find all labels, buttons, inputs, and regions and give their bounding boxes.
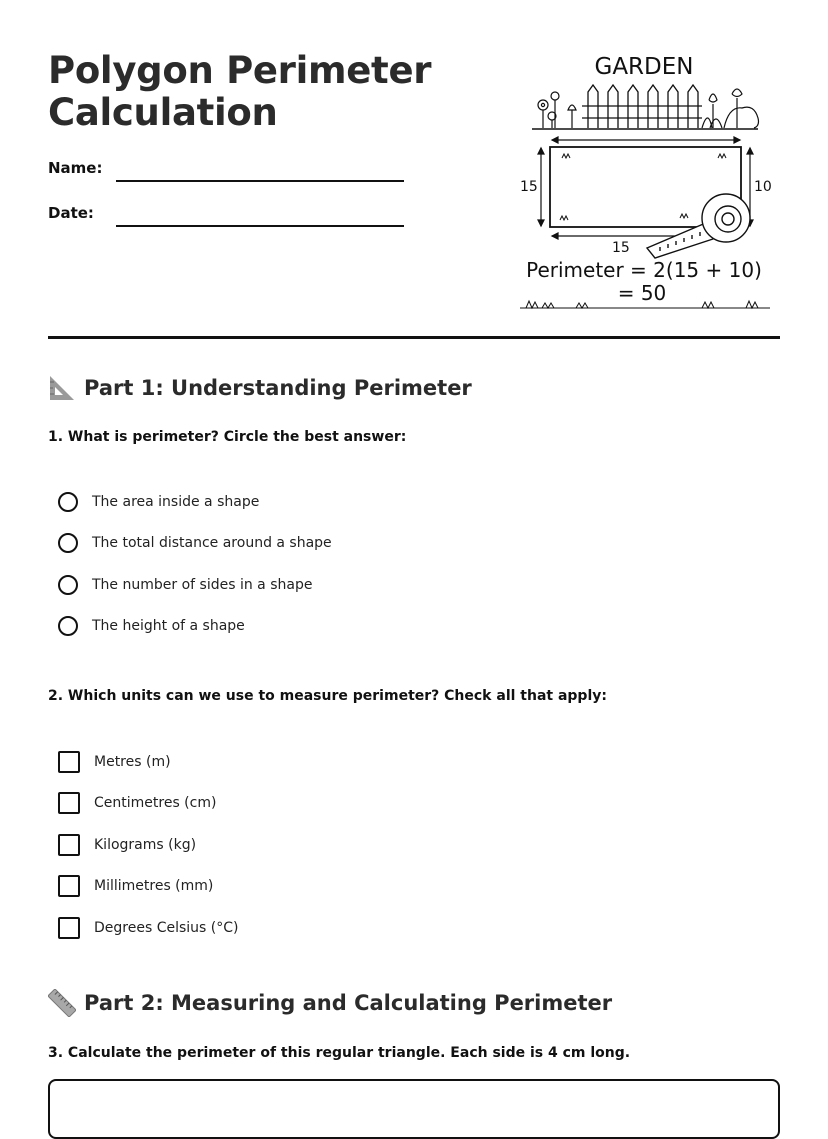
question-1: 1. What is perimeter? Circle the best answer: xyxy=(48,429,407,445)
question-2: 2. Which units can we use to measure perimeter? Check all that apply: xyxy=(48,688,607,704)
radio-circle[interactable] xyxy=(58,575,78,595)
part2-heading xyxy=(48,989,612,1017)
section-divider xyxy=(48,336,780,339)
checkbox[interactable] xyxy=(58,917,80,939)
part2-heading-text: Part 2: Measuring and Calculating Perimeter xyxy=(84,991,613,1015)
option-label: The area inside a shape xyxy=(92,494,260,510)
grass-tufts xyxy=(560,154,726,220)
date-label: Date: xyxy=(48,204,94,222)
q1-option-3[interactable] xyxy=(58,575,312,595)
garden-sign-text: GARDEN xyxy=(594,54,694,80)
part1-heading-text: Part 1: Understanding Perimeter xyxy=(84,376,472,400)
checkbox[interactable] xyxy=(58,792,80,814)
checkbox[interactable] xyxy=(58,834,80,856)
fence-icon xyxy=(582,85,702,128)
part1-heading xyxy=(48,374,472,402)
title-line-2: Calculation xyxy=(48,91,278,134)
tape-measure-icon xyxy=(647,194,750,258)
option-label: The height of a shape xyxy=(92,618,245,634)
q2-option-4[interactable] xyxy=(58,875,213,897)
question-3: 3. Calculate the perimeter of this regular triangle. Each side is 4 cm long. xyxy=(48,1045,631,1061)
name-line[interactable] xyxy=(116,180,404,182)
set-square-icon xyxy=(48,374,76,402)
garden-illustration xyxy=(512,50,782,314)
checkbox[interactable] xyxy=(58,751,80,773)
radio-circle[interactable] xyxy=(58,492,78,512)
q1-option-2[interactable] xyxy=(58,533,332,553)
option-label: The total distance around a shape xyxy=(92,535,332,551)
left-side-label: 15 xyxy=(520,179,538,195)
option-label: Metres (m) xyxy=(94,754,171,770)
title-line-1: Polygon Perimeter xyxy=(48,49,432,92)
option-label: The number of sides in a shape xyxy=(92,577,313,593)
q2-option-5[interactable] xyxy=(58,917,238,939)
checkbox[interactable] xyxy=(58,875,80,897)
option-label: Degrees Celsius (°C) xyxy=(94,920,239,936)
name-label: Name: xyxy=(48,159,103,177)
option-label: Kilograms (kg) xyxy=(94,837,197,853)
date-line[interactable] xyxy=(116,225,404,227)
option-label: Millimetres (mm) xyxy=(94,878,214,894)
bottom-side-label: 15 xyxy=(612,240,630,256)
ruler-icon xyxy=(48,989,76,1017)
q1-option-1[interactable] xyxy=(58,492,259,512)
option-label: Centimetres (cm) xyxy=(94,795,217,811)
radio-circle[interactable] xyxy=(58,533,78,553)
formula-line-1: Perimeter = 2(15 + 10) xyxy=(526,258,762,282)
q2-option-3[interactable] xyxy=(58,834,196,856)
q1-option-4[interactable] xyxy=(58,616,245,636)
radio-circle[interactable] xyxy=(58,616,78,636)
right-side-label: 10 xyxy=(754,179,772,195)
q2-option-2[interactable] xyxy=(58,792,216,814)
formula-line-2: = 50 xyxy=(617,281,667,305)
worksheet-title xyxy=(48,50,431,134)
answer-box[interactable] xyxy=(48,1079,780,1139)
q2-option-1[interactable] xyxy=(58,751,171,773)
